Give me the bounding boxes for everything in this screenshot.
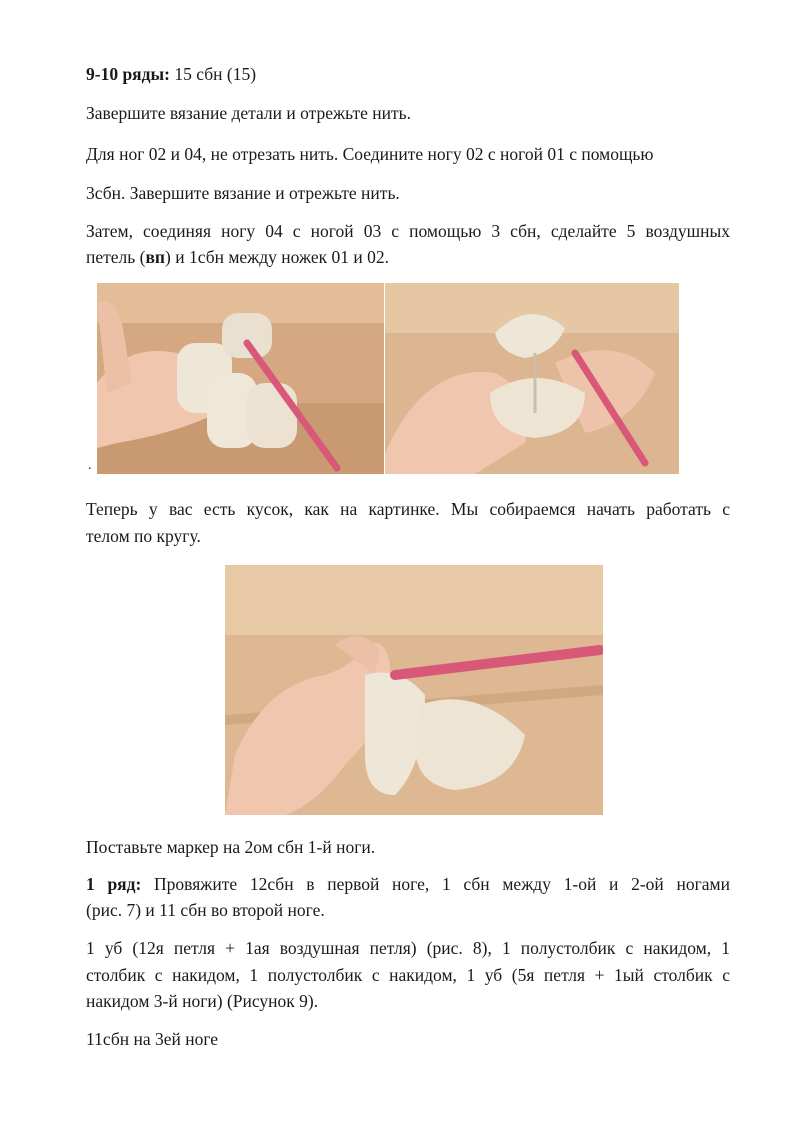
finish-part-line: Завершите вязание детали и отрежьте нить. bbox=[86, 103, 411, 123]
stray-dot: . bbox=[88, 458, 92, 473]
now-line-1: Теперь у вас есть кусок, как на картинке. Мы собираемся начать работать с bbox=[86, 499, 730, 519]
photo-legs-joined bbox=[385, 283, 679, 474]
last-line: 11сбн на 3ей ноге bbox=[86, 1029, 219, 1049]
now-line-2: телом по кругу. bbox=[86, 526, 201, 546]
row1-line-2: (рис. 7) и 11 сбн во второй ноге. bbox=[86, 900, 325, 920]
dec-line-2: столбик с накидом, 1 полустолбик с накидом, 1 уб (5я петля + 1ый столбик с bbox=[86, 965, 730, 985]
then-line-2 bbox=[86, 245, 730, 270]
then-text-a: петель ( bbox=[86, 247, 146, 267]
rows-9-10-line bbox=[86, 62, 730, 87]
row1-text: Провяжите 12сбн в первой ноге, 1 сбн между 1-ой и 2-ой ногами bbox=[141, 874, 730, 894]
photo-body-round bbox=[225, 565, 603, 815]
row1-label: 1 ряд: bbox=[86, 874, 142, 894]
rows-count: 15 сбн (15) bbox=[170, 64, 257, 84]
legs-line-2: 3сбн. Завершите вязание и отрежьте нить. bbox=[86, 183, 400, 203]
marker-line: Поставьте маркер на 2ом сбн 1-й ноги. bbox=[86, 837, 376, 857]
dec-line-3: накидом 3-й ноги) (Рисунок 9). bbox=[86, 991, 319, 1011]
rows-label: 9-10 ряды: bbox=[86, 64, 170, 84]
legs-line-1: Для ног 02 и 04, не отрезать нить. Соедините ногу 02 с ногой 01 с помощью bbox=[86, 144, 654, 164]
then-line-1: Затем, соединяя ногу 04 с ногой 03 с помощью 3 сбн, сделайте 5 воздушных bbox=[86, 221, 730, 241]
row1-line-1 bbox=[86, 872, 730, 897]
then-text-b: ) и 1сбн между ножек 01 и 02. bbox=[165, 247, 389, 267]
dec-line-1: 1 уб (12я петля + 1ая воздушная петля) (рис. 8), 1 полустолбик с накидом, 1 bbox=[86, 938, 730, 958]
then-abbr-bold: вп bbox=[145, 247, 166, 267]
photo-legs-hook bbox=[97, 283, 384, 474]
